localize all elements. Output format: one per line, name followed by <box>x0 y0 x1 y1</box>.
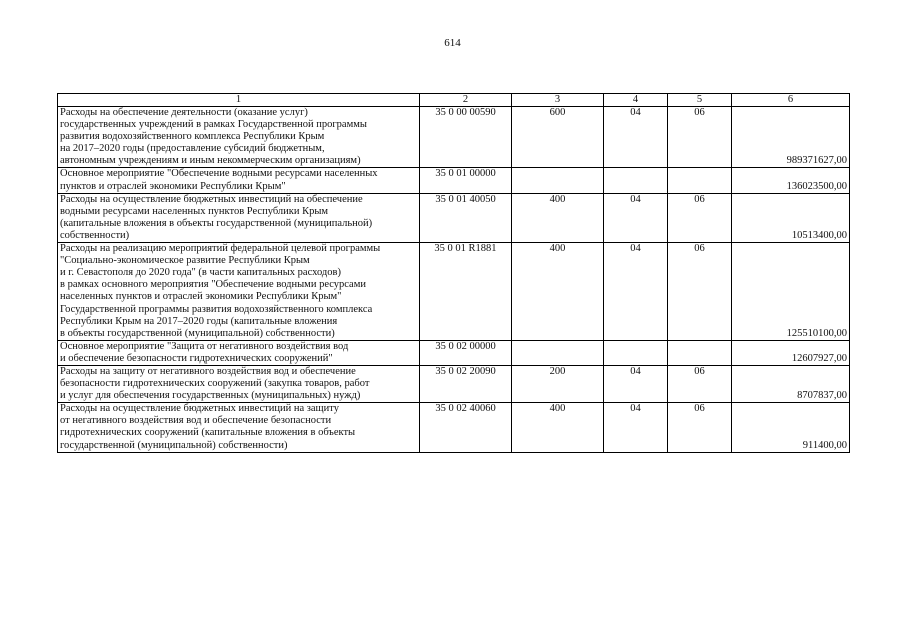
budget-table <box>57 93 850 453</box>
row-section: 04 <box>604 365 668 402</box>
row-section <box>604 168 668 193</box>
row-section <box>604 340 668 365</box>
column-header-5: 5 <box>668 94 732 107</box>
row-target-code: 35 0 00 00590 <box>420 107 512 168</box>
row-target-code: 35 0 02 00000 <box>420 340 512 365</box>
row-amount: 8707837,00 <box>732 365 850 402</box>
table-row <box>58 168 850 193</box>
row-description: Расходы на осуществление бюджетных инвестиций на обеспечение водными ресурсами населенных пунктов Республики Крым (капитальные вложения в объекты государственной (муниципальной) собственности) <box>58 193 420 242</box>
column-header-1: 1 <box>58 94 420 107</box>
table-row <box>58 107 850 168</box>
row-subsection: 06 <box>668 193 732 242</box>
row-amount: 125510100,00 <box>732 243 850 341</box>
row-expense-type: 200 <box>512 365 604 402</box>
row-section: 04 <box>604 243 668 341</box>
row-amount: 911400,00 <box>732 403 850 452</box>
table-header-row <box>58 94 850 107</box>
row-description: Основное мероприятие "Защита от негативного воздействия вод и обеспечение безопасности гидротехнических сооружений" <box>58 340 420 365</box>
row-subsection <box>668 340 732 365</box>
row-expense-type <box>512 340 604 365</box>
column-header-4: 4 <box>604 94 668 107</box>
row-subsection: 06 <box>668 243 732 341</box>
row-subsection: 06 <box>668 403 732 452</box>
row-amount: 136023500,00 <box>732 168 850 193</box>
row-section: 04 <box>604 107 668 168</box>
table-row <box>58 340 850 365</box>
column-header-2: 2 <box>420 94 512 107</box>
row-description: Расходы на реализацию мероприятий федеральной целевой программы "Социально-экономическое развитие Республики Крым и г. Севастополя до 2020 года" (в части капитальных расходов) в рамках основного мероприятия "Обеспечение водными ресурсами населенных пунктов и отраслей экономики Республики Крым" Государственной программы развития водохозяйственного комплекса Республики Крым на 2017–2020 годы (капитальные вложения в объекты государственной (муниципальной) собственности) <box>58 243 420 341</box>
row-expense-type: 400 <box>512 403 604 452</box>
row-description: Основное мероприятие "Обеспечение водными ресурсами населенных пунктов и отраслей экономики Республики Крым" <box>58 168 420 193</box>
row-section: 04 <box>604 403 668 452</box>
row-description: Расходы на осуществление бюджетных инвестиций на защиту от негативного воздействия вод и обеспечение безопасности гидротехнических сооружений (капитальные вложения в объекты государственной (муниципальной) собственности) <box>58 403 420 452</box>
row-amount: 10513400,00 <box>732 193 850 242</box>
row-expense-type: 600 <box>512 107 604 168</box>
row-description: Расходы на защиту от негативного воздействия вод и обеспечение безопасности гидротехнических сооружений (закупка товаров, работ и услуг для обеспечения государственных (муниципальных) нужд) <box>58 365 420 402</box>
row-section: 04 <box>604 193 668 242</box>
column-header-6: 6 <box>732 94 850 107</box>
row-expense-type: 400 <box>512 243 604 341</box>
row-amount: 12607927,00 <box>732 340 850 365</box>
page-number: 614 <box>444 37 461 49</box>
table-row <box>58 243 850 341</box>
row-target-code: 35 0 01 40050 <box>420 193 512 242</box>
column-header-3: 3 <box>512 94 604 107</box>
table-row <box>58 193 850 242</box>
row-subsection: 06 <box>668 107 732 168</box>
row-subsection <box>668 168 732 193</box>
row-expense-type <box>512 168 604 193</box>
row-expense-type: 400 <box>512 193 604 242</box>
row-subsection: 06 <box>668 365 732 402</box>
row-description: Расходы на обеспечение деятельности (оказание услуг) государственных учреждений в рамках Государственной программы развития водохозяйственного комплекса Республики Крым на 2017–2020 годы (предоставление субсидий бюджетным, автономным учреждениям и иным некоммерческим организациям) <box>58 107 420 168</box>
row-target-code: 35 0 02 40060 <box>420 403 512 452</box>
row-target-code: 35 0 02 20090 <box>420 365 512 402</box>
row-target-code: 35 0 01 00000 <box>420 168 512 193</box>
row-target-code: 35 0 01 R1881 <box>420 243 512 341</box>
table-row <box>58 365 850 402</box>
row-amount: 989371627,00 <box>732 107 850 168</box>
table-row <box>58 403 850 452</box>
